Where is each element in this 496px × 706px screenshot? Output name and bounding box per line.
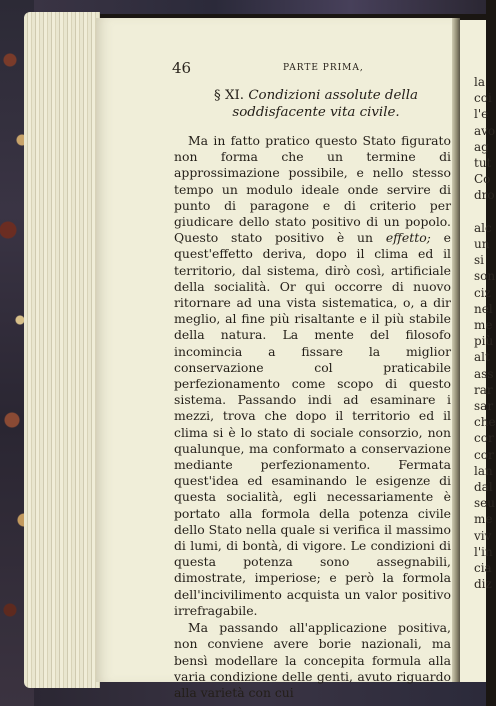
facing-page-fragment: me xyxy=(474,318,493,332)
facing-page-fragment: l'in xyxy=(474,544,493,559)
facing-page-fragment: rar xyxy=(474,382,493,397)
facing-page-fragment: Co xyxy=(474,172,491,187)
facing-page-fragment: più xyxy=(474,334,494,349)
facing-page-fragment: tut xyxy=(474,156,492,170)
facing-page-fragment: avo xyxy=(474,123,496,138)
facing-page-fragment: dal xyxy=(474,480,493,494)
facing-page-fragment: seu xyxy=(474,496,495,511)
cover-board-top xyxy=(34,0,486,14)
facing-page-fragment: cor xyxy=(474,431,494,446)
facing-page-fragment: l'e xyxy=(474,107,489,122)
facing-page-fragment: me xyxy=(474,512,493,527)
facing-page-fragment: cia xyxy=(474,561,492,575)
book-gutter xyxy=(452,18,460,682)
facing-page-fragment: nel xyxy=(474,301,493,316)
paragraph-1: Ma in fatto pratico questo Stato figurato non forma che un termine di approssimazione possibile, e nello stesso tempo un modulo ideale onde servire di punto di paragone e di criterio per giudicare dello stato positivo di un popolo. Questo stato positivo è un effetto; e quest'effetto deriva, dopo il clima ed il territorio, dal sistema, dirò così, artificiale della socialità. Or qui occorre di nuovo ritornare ad una vista sistematica, o, a dir meglio, al fine più risaltante e il più stabile della natura. La mente del filosofo incomincia a fissare la miglior conservazione col praticabile perfezionamento come scopo di questo sistema. Passando indi ad esaminare i mezzi, trova che dopo il territorio ed il clima si è lo stato di sociale consorzio, non qualunque, ma conformato a conservazione mediante perfezionamento. Fermata quest'idea ed esaminando le esigenze di questa socialità, egli necessariamente è portato alla formola della potenza civile dello Stato nella quale si verifica il massimo di lumi, di bontà, di vigore. Le condizioni di questa potenza sono assegnabili, dimostrate, imperiose; e però la formola dell'incivilimento acquista un valor positivo irrefragabile. xyxy=(174,133,451,618)
running-head: PARTE PRIMA, xyxy=(283,63,364,73)
facing-page-fragment: dro xyxy=(474,188,495,203)
facing-page-fragment: coi xyxy=(474,91,492,106)
section-number: § XI. xyxy=(214,88,245,103)
facing-page-fragment: cor xyxy=(474,447,494,462)
emphasis-effetto: effetto; xyxy=(385,230,431,246)
facing-page-fragment: ag xyxy=(474,139,489,154)
facing-page-fragment: son xyxy=(474,269,496,284)
section-heading xyxy=(180,87,452,121)
facing-page-fragment: che xyxy=(474,415,496,430)
facing-page-fragment: lan xyxy=(474,463,493,478)
facing-page-fragment: alt xyxy=(474,350,490,365)
page-edges xyxy=(24,12,100,688)
facing-page-fragment: viv xyxy=(474,528,492,543)
facing-page-fragment: diz xyxy=(474,577,492,592)
page-number: 46 xyxy=(172,59,192,77)
facing-page-fragment: un xyxy=(474,237,490,251)
facing-page-fragment: alc xyxy=(474,220,492,235)
facing-page-fragment: ciz xyxy=(474,285,491,300)
facing-page-fragment: ass xyxy=(474,366,494,381)
section-title: Condizioni assolute della soddisfacente vita civile. xyxy=(232,88,418,120)
facing-page xyxy=(460,20,496,682)
page-body xyxy=(174,133,451,701)
facing-page-fragment: la xyxy=(474,75,485,89)
facing-page-fragment: sar xyxy=(474,399,494,413)
paragraph-2: Ma passando all'applicazione positiva, non conviene avere borie nazionali, ma bensì modellare la concepita formula alla varia condizione delle genti, avuto riguardo alla varietà con cui xyxy=(174,620,451,700)
facing-page-fragment: si xyxy=(474,253,484,268)
